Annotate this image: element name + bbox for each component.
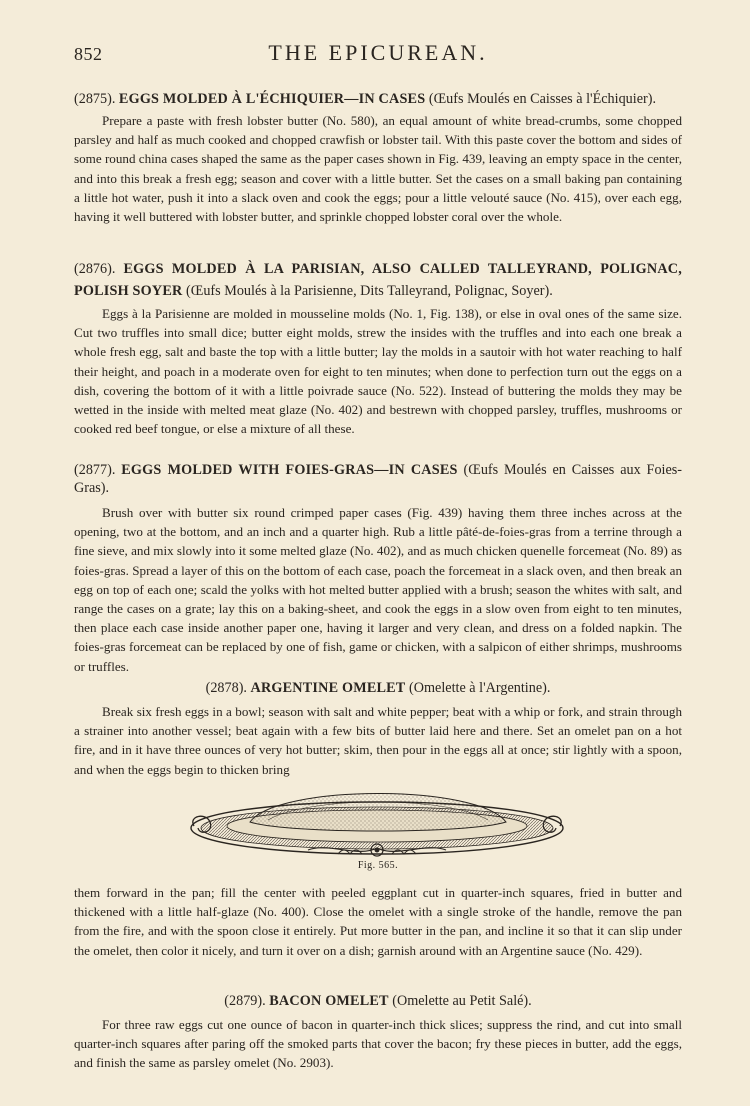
recipe-2879 [74,992,682,1073]
recipe-french-title: (Œufs Moulés en Caisses à l'Échiquier). [428,91,656,107]
recipe-body-continued: them forward in the pan; fill the center with peeled eggplant cut in quarter-inch squares, fried in butter and thickened with a little half-glaze (No. 400). Close the omelet with a single stroke of the handle, remove the pan from the fire, and with the spoon close it entirely. Put more butter in the pan, and incline it so that it can slip under the omelet, then color it nicely, and turn it over on a dish; garnish around with an Argentine sauce (No. 429). [74,885,682,958]
recipe-heading [74,679,682,697]
recipe-heading [74,258,682,302]
recipe-title: EGGS MOLDED À L'ÉCHIQUIER—IN CASES [118,91,426,107]
recipe-french-title: (Œufs Moulés à la Parisienne, Dits Talleyrand, Polignac, Soyer). [186,283,553,299]
recipe-body: Brush over with butter six round crimped paper cases (Fig. 439) having them three inches across at the opening, two at the bottom, and an inch and a quarter high. Rub a little pâté-de-foies-gras from a terrine through a fine sieve, and mix slowly into it some melted glaze (No. 402), and as much chicken quenelle forcemeat (No. 89) as foies-gras. Spread a layer of this on the bottom of each case, poach the forcemeat in a slack oven, and then break an egg on top of each one; scald the yolks with hot melted butter applied with a brush; season the whites with salt, and range the cases on a grate; lay this on a baking-sheet, and cook the eggs in a slow oven from eight to ten minutes, then place each case inside another paper one, having it larger and very clean, and dress on a folded napkin. The foies-gras forcemeat can be replaced by one of fish, game or chicken, with a salpicon of either shrimps, mushrooms or truffles. [74,505,682,674]
recipe-heading [74,461,682,497]
recipe-body: Prepare a paste with fresh lobster butter (No. 580), an equal amount of white bread-crumbs, some chopped parsley and half as much cooked and chopped crawfish or lobster tail. With this paste cover the bottom and sides of some round china cases shaped the same as the paper cases shown in Fig. 439, leaving an empty space in the center, and into this break a fresh egg; season and cover with a little butter. Set the cases on a small baking pan containing a little hot water, push it into a slack oven and cook the eggs; pour a little velouté sauce (No. 415), over each egg, having it well buttered with lobster butter, and sprinkle chopped lobster coral over the whole. [74,113,682,225]
recipe-body: For three raw eggs cut one ounce of bacon in quarter-inch thick slices; suppress the rind, and cut into small quarter-inch squares after paring off the smoked parts that cover the bacon; fry these pieces in butter, add the eggs, and finish the same as parsley omelet (No. 2903). [74,1017,682,1071]
recipe-heading [74,992,682,1010]
recipe-french-title: (Omelette au Petit Salé). [392,993,532,1009]
recipe-2875 [74,90,682,226]
recipe-2878-continued [74,883,682,960]
recipe-title: BACON OMELET [269,993,389,1009]
recipe-title: ARGENTINE OMELET [250,680,406,696]
recipe-2876 [74,258,682,438]
recipe-french-title: (Omelette à l'Argentine). [409,680,551,696]
recipe-body: Break six fresh eggs in a bowl; season with salt and white pepper; beat with a whip or fork, and strain through a strainer into another vessel; beat again with a few bits of butter laid here and there. Set an omelet pan on a hot fire, and in it have three ounces of very hot butter; skim, then pour in the eggs all at once; stir lightly with a spoon, and when the eggs begin to thicken bring [74,704,682,777]
omelet-platter-illustration [188,776,566,860]
recipe-french-title: (Œufs Moulés en Caisses aux Foies-Gras). [74,462,683,496]
recipe-2878 [74,679,682,779]
recipe-number: (2875). [74,91,116,107]
recipe-number: (2877). [74,462,116,478]
recipe-number: (2878). [205,680,247,696]
page-header [74,40,682,70]
recipe-heading [74,90,682,108]
running-title: THE EPICUREAN. [268,40,488,65]
recipe-number: (2879). [224,993,266,1009]
recipe-number: (2876). [74,261,116,277]
recipe-2877 [74,461,682,676]
page-number: 852 [74,44,103,64]
recipe-title: EGGS MOLDED WITH FOIES-GRAS—IN CASES [121,462,458,478]
recipe-body: Eggs à la Parisienne are molded in mousseline molds (No. 1, Fig. 138), or else in oval ones of the same size. Cut two truffles into small dice; butter eight molds, strew the insides with the truffles and into each one break a whole fresh egg, salt and baste the top with a little butter; lay the molds in a sautoir with hot water reaching to half their height, and poach in a moderate oven for eight to ten minutes; when done to perfection turn out the eggs on a dish, covering the bottom of it with a little poivrade sauce (No. 522). Instead of buttering the molds they may be wetted in the inside with melted meat glaze (No. 402) and bestrewn with chopped parsley, truffles, mushrooms or cooked red beef tongue, or else a mixture of all these. [74,306,682,437]
recipe-title: EGGS MOLDED À LA PARISIAN, ALSO CALLED TALLEYRAND, POLIGNAC, POLISH SOYER [74,261,682,299]
figure-caption: Fig. 565. [357,860,399,871]
